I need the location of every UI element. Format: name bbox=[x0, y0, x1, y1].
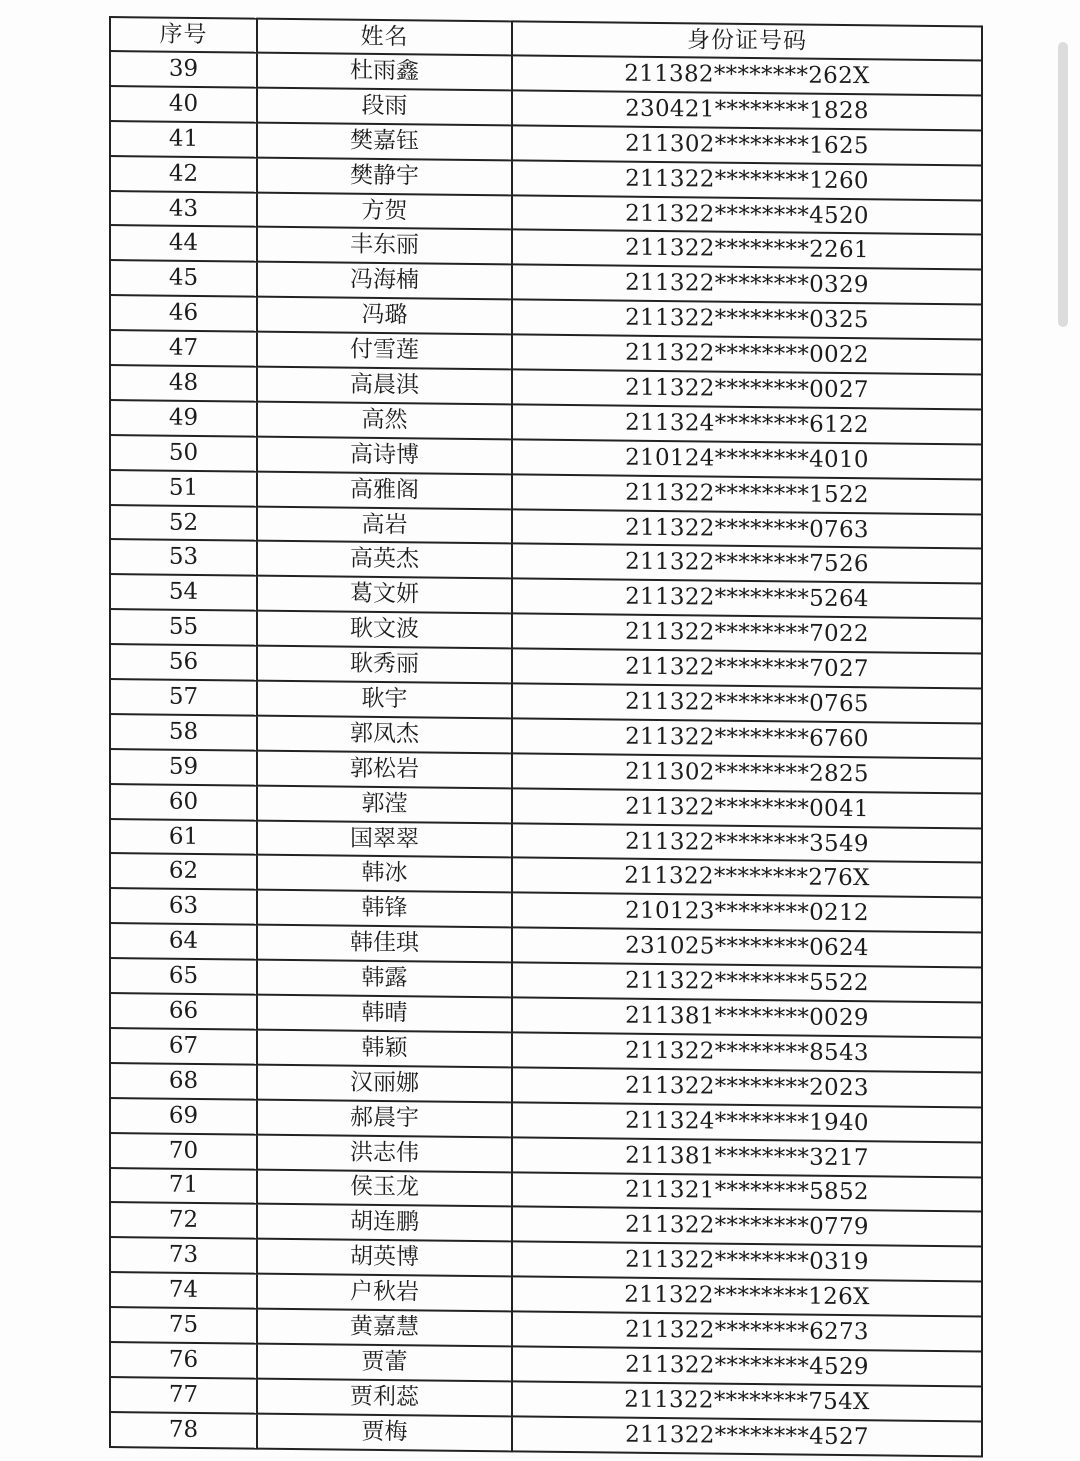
serial-cell: 47 bbox=[110, 330, 257, 366]
serial-cell: 75 bbox=[110, 1307, 257, 1343]
serial-cell: 63 bbox=[110, 888, 257, 924]
id-number-cell: 211322********1260 bbox=[512, 160, 982, 200]
serial-cell: 53 bbox=[110, 539, 257, 575]
serial-cell: 69 bbox=[110, 1098, 257, 1134]
serial-cell: 60 bbox=[110, 784, 257, 820]
serial-cell: 71 bbox=[110, 1168, 257, 1204]
roster-body bbox=[110, 51, 982, 1456]
id-number-cell: 211324********1940 bbox=[512, 1102, 982, 1142]
name-cell: 胡英博 bbox=[257, 1239, 512, 1277]
serial-cell: 57 bbox=[110, 679, 257, 715]
name-cell: 耿秀丽 bbox=[257, 646, 512, 684]
id-number-cell: 211322********0027 bbox=[512, 369, 982, 409]
name-cell: 国翠翠 bbox=[257, 820, 512, 858]
serial-cell: 67 bbox=[110, 1028, 257, 1064]
header-serial: 序号 bbox=[110, 17, 257, 53]
id-number-cell: 211322********276X bbox=[512, 858, 982, 898]
name-cell: 樊静宇 bbox=[257, 157, 512, 195]
name-cell: 杜雨鑫 bbox=[257, 53, 512, 91]
id-number-cell: 211322********0041 bbox=[512, 788, 982, 828]
name-cell: 高英杰 bbox=[257, 541, 512, 579]
name-cell: 郝晨宇 bbox=[257, 1099, 512, 1137]
serial-cell: 55 bbox=[110, 609, 257, 645]
id-number-cell: 211322********6760 bbox=[512, 718, 982, 758]
id-number-cell: 211302********1625 bbox=[512, 125, 982, 165]
serial-cell: 70 bbox=[110, 1133, 257, 1169]
name-cell: 黄嘉慧 bbox=[257, 1309, 512, 1347]
name-cell: 付雪莲 bbox=[257, 332, 512, 370]
serial-cell: 46 bbox=[110, 295, 257, 331]
id-number-cell: 211322********5522 bbox=[512, 963, 982, 1003]
serial-cell: 52 bbox=[110, 505, 257, 541]
name-cell: 丰东丽 bbox=[257, 227, 512, 265]
name-cell: 韩锋 bbox=[257, 890, 512, 928]
id-number-cell: 210124********4010 bbox=[512, 439, 982, 479]
name-cell: 郭松岩 bbox=[257, 750, 512, 788]
id-number-cell: 211381********3217 bbox=[512, 1137, 982, 1177]
id-number-cell: 211322********0763 bbox=[512, 509, 982, 549]
id-number-cell: 211322********8543 bbox=[512, 1032, 982, 1072]
serial-cell: 40 bbox=[110, 86, 257, 122]
serial-cell: 61 bbox=[110, 819, 257, 855]
serial-cell: 62 bbox=[110, 853, 257, 889]
serial-cell: 54 bbox=[110, 574, 257, 610]
id-number-cell: 211322********7027 bbox=[512, 649, 982, 689]
name-cell: 贾利蕊 bbox=[257, 1378, 512, 1416]
serial-cell: 43 bbox=[110, 191, 257, 227]
roster-table bbox=[109, 16, 983, 1457]
name-cell: 段雨 bbox=[257, 87, 512, 125]
id-number-cell: 231025********0624 bbox=[512, 928, 982, 968]
id-number-cell: 211381********0029 bbox=[512, 997, 982, 1037]
name-cell: 方贺 bbox=[257, 192, 512, 230]
id-number-cell: 230421********1828 bbox=[512, 90, 982, 130]
serial-cell: 76 bbox=[110, 1342, 257, 1378]
id-number-cell: 211322********0779 bbox=[512, 1207, 982, 1247]
name-cell: 胡连鹏 bbox=[257, 1204, 512, 1242]
name-cell: 贾梅 bbox=[257, 1413, 512, 1451]
serial-cell: 50 bbox=[110, 435, 257, 471]
id-number-cell: 211324********6122 bbox=[512, 404, 982, 444]
serial-cell: 51 bbox=[110, 470, 257, 506]
id-number-cell: 211322********2023 bbox=[512, 1067, 982, 1107]
name-cell: 耿文波 bbox=[257, 611, 512, 649]
scrollbar-thumb[interactable] bbox=[1058, 42, 1068, 327]
name-cell: 樊嘉钰 bbox=[257, 122, 512, 160]
id-number-cell: 210123********0212 bbox=[512, 893, 982, 933]
serial-cell: 59 bbox=[110, 749, 257, 785]
id-number-cell: 211322********6273 bbox=[512, 1311, 982, 1351]
name-cell: 高晨淇 bbox=[257, 367, 512, 405]
serial-cell: 58 bbox=[110, 714, 257, 750]
serial-cell: 39 bbox=[110, 51, 257, 87]
name-cell: 韩晴 bbox=[257, 995, 512, 1033]
serial-cell: 65 bbox=[110, 958, 257, 994]
name-cell: 户秋岩 bbox=[257, 1274, 512, 1312]
id-number-cell: 211322********0325 bbox=[512, 300, 982, 340]
name-cell: 汉丽娜 bbox=[257, 1064, 512, 1102]
id-number-cell: 211322********126X bbox=[512, 1277, 982, 1317]
id-number-cell: 211322********3549 bbox=[512, 823, 982, 863]
id-number-cell: 211322********0329 bbox=[512, 265, 982, 305]
name-cell: 高诗博 bbox=[257, 436, 512, 474]
name-cell: 贾蕾 bbox=[257, 1344, 512, 1382]
id-number-cell: 211322********4529 bbox=[512, 1346, 982, 1386]
name-cell: 韩颖 bbox=[257, 1030, 512, 1068]
serial-cell: 48 bbox=[110, 365, 257, 401]
id-number-cell: 211322********4520 bbox=[512, 195, 982, 235]
name-cell: 冯海楠 bbox=[257, 262, 512, 300]
serial-cell: 45 bbox=[110, 260, 257, 296]
serial-cell: 44 bbox=[110, 225, 257, 261]
header-name: 姓名 bbox=[257, 19, 512, 56]
name-cell: 韩露 bbox=[257, 960, 512, 998]
id-number-cell: 211382********262X bbox=[512, 55, 982, 95]
id-number-cell: 211322********5264 bbox=[512, 579, 982, 619]
id-number-cell: 211322********0022 bbox=[512, 334, 982, 374]
id-number-cell: 211302********2825 bbox=[512, 753, 982, 793]
name-cell: 韩冰 bbox=[257, 855, 512, 893]
serial-cell: 72 bbox=[110, 1202, 257, 1238]
serial-cell: 66 bbox=[110, 993, 257, 1029]
name-cell: 高雅阁 bbox=[257, 471, 512, 509]
id-number-cell: 211322********1522 bbox=[512, 474, 982, 514]
name-cell: 葛文妍 bbox=[257, 576, 512, 614]
name-cell: 耿宇 bbox=[257, 681, 512, 719]
serial-cell: 56 bbox=[110, 644, 257, 680]
name-cell: 洪志伟 bbox=[257, 1134, 512, 1172]
name-cell: 高岩 bbox=[257, 506, 512, 544]
serial-cell: 42 bbox=[110, 156, 257, 192]
serial-cell: 64 bbox=[110, 923, 257, 959]
id-number-cell: 211321********5852 bbox=[512, 1172, 982, 1212]
roster-sheet bbox=[109, 16, 981, 1457]
serial-cell: 41 bbox=[110, 121, 257, 157]
id-number-cell: 211322********4527 bbox=[512, 1416, 982, 1456]
name-cell: 侯玉龙 bbox=[257, 1169, 512, 1207]
id-number-cell: 211322********0319 bbox=[512, 1242, 982, 1282]
header-id-number: 身份证号码 bbox=[512, 21, 982, 60]
id-number-cell: 211322********754X bbox=[512, 1381, 982, 1421]
name-cell: 郭滢 bbox=[257, 785, 512, 823]
id-number-cell: 211322********0765 bbox=[512, 683, 982, 723]
name-cell: 冯璐 bbox=[257, 297, 512, 335]
serial-cell: 73 bbox=[110, 1237, 257, 1273]
name-cell: 韩佳琪 bbox=[257, 925, 512, 963]
serial-cell: 74 bbox=[110, 1272, 257, 1308]
id-number-cell: 211322********7022 bbox=[512, 614, 982, 654]
id-number-cell: 211322********7526 bbox=[512, 544, 982, 584]
serial-cell: 49 bbox=[110, 400, 257, 436]
id-number-cell: 211322********2261 bbox=[512, 230, 982, 270]
serial-cell: 78 bbox=[110, 1412, 257, 1448]
name-cell: 高然 bbox=[257, 402, 512, 440]
serial-cell: 68 bbox=[110, 1063, 257, 1099]
serial-cell: 77 bbox=[110, 1377, 257, 1413]
name-cell: 郭凤杰 bbox=[257, 716, 512, 754]
